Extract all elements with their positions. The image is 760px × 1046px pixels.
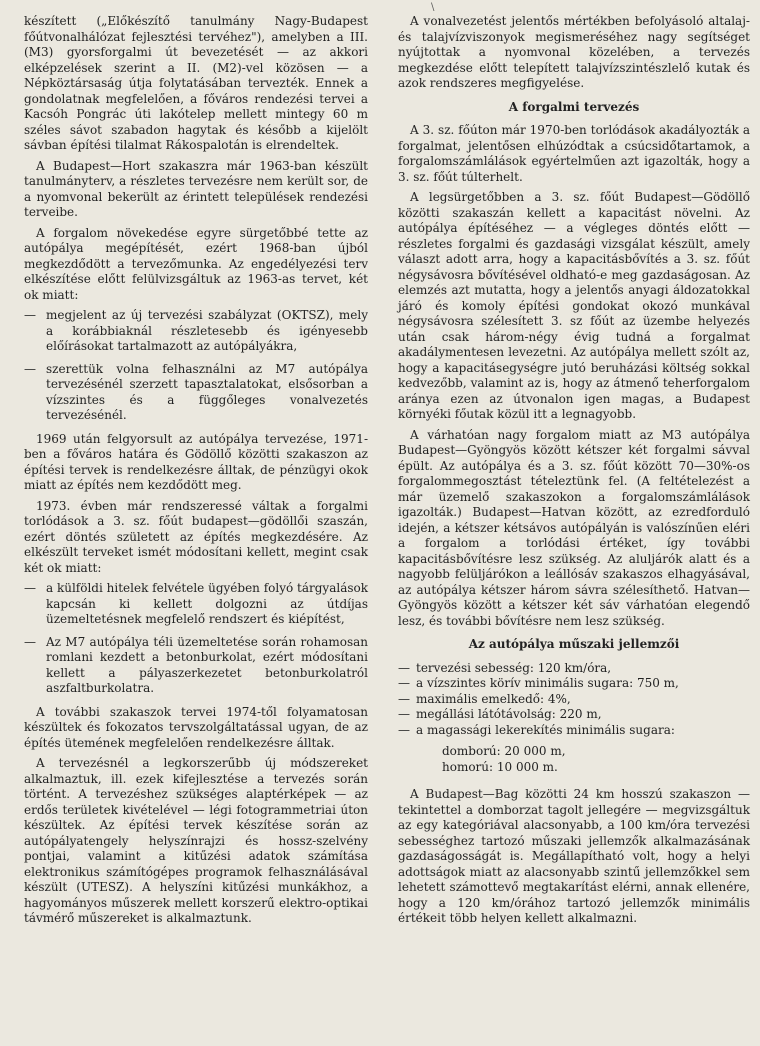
specs-list [398,661,750,739]
spec-item: — maximális emelkedő: 4%, [398,692,750,708]
list-item: — megjelent az új tervezési szabályzat (OKTSZ), mely a korábbiaknál részletesebb és igényesebb előírásokat tartalmazott az autópályákra, [24,308,368,355]
paragraph: A legsürgetőbben a 3. sz. főút Budapest—Gödöllő közötti szakaszán kellett a kapacitást növelni. Az autópálya építéséhez — a végleges döntés előtt — részletes forgalmi és gazdasági vizsgálat készült, amely választ adott arra, hogy a kapacitásbővítés a 3. sz. főút négysávosra bővítésével oldható-e meg gazdaságosan. Az elemzés azt mutatta, hogy a jelentős anyagi áldozatokkal járó és komoly építési gondokat okozó munkával négysávosra szélesített 3. sz főút az üzembe helyezés után csak három-négy évig tudná a forgalmat akadálymentesen levezetni. Az autópálya mellett szólt az, hogy a kapacitásegységre jutó beruházási költség sokkal kedvezőbb, valamint az is, hogy az átmenő teherforgalom aránya ezen az útvonalon igen magas, a Budapest környéki főutak közül itt a legnagyobb. [398,190,750,421]
section-heading-traffic: A forgalmi tervezés [508,99,640,114]
paragraph: A 3. sz. főúton már 1970-ben torlódások akadályozták a forgalmat, jelentősen elhúzódtak a csúcsidőtartamok, a forgalomszámlálások egyértelműen azt igazolták, hogy a 3. sz. főút túlterhelt. [398,123,750,184]
spec-sub-item: homorú: 10 000 m. [442,759,558,774]
paragraph: A Budapest—Hort szakaszra már 1963-ban készült tanulmányterv, a részletes tervezésre nem került sor, de a nyomvonal bekerült az érintett települések rendezési terveibe. [24,158,368,219]
list-item: — Az M7 autópálya téli üzemeltetése során rohamosan romlani kezdett a betonburkolat, ezért módosítani kellett a pályaszerkezetet betonburkolatról aszfaltburkolatra. [24,635,368,697]
paragraph: 1973. évben már rendszeressé váltak a forgalmi torlódások a 3. sz. főút budapest—gödöllői szaszán, ezért döntés született az építés megkezdésére. Az elkészült terveket ismét módosítani kellett, megint csak két ok miatt: [24,498,368,575]
paragraph: A vonalvezetést jelentős mértékben befolyásoló altalaj- és talajvízviszonyok megismeréséhez nagy segítséget nyújtottak a nyomvonal közelében, a tervezés megkezdése előtt telepített talajvízszintészlelő kutak és azok rendszeres megfigyelése. [398,14,750,90]
list-item: — a külföldi hitelek felvétele ügyében folyó tárgyalások kapcsán ki kellett dolgozni az útdíjas üzemeltetésnek megfelelő rendszert és kiépítést, [24,581,368,628]
spec-item: — tervezési sebesség: 120 km/óra, [398,661,750,677]
paragraph: A várhatóan nagy forgalom miatt az M3 autópálya Budapest—Gyöngyös között kétszer két forgalmi sávval épült. Az autópálya és a 3. sz. főút között 70—30%-os forgalommegosztást tételeztünk fel. (A feltételezést a már üzemelő szakaszokon a forgalomszámlálások igazolták.) Budapest—Hatvan között, az ezredforduló idején, a kétszer kétsávos autópályán is valószínűen eléri a forgalom a torlódási értéket, így további kapacitásbővítésre lesz szükség. Az aluljárók alatt és a nagyobb felüljárókon a leállósáv szakaszos elhagyásával, az autópálya kétszer három sávra szélesíthető. Hatvan—Gyöngyös között a kétszer két sáv várhatóan elegendő lesz, és további bővítésre nem lesz szükség. [398,427,750,628]
paragraph: A tervezésnél a legkorszerűbb új módszereket alkalmaztuk, ill. ezek kifejlesztése a tervezés során történt. A tervezéshez szükséges alaptérképek — az erdős területek kivételével — légi fotogrammetriai úton készültek. Az építési tervek készítése során az autópályatengely helyszínrajzi és hossz-szelvény pontjai, valamint a kitűzési adatok számítása elektronikus számítógépes programok felhasználásával készült (UTESZ). A helyszíni kitűzési munkákhoz, a hagyományos műszerek mellett korszerű elektro-optikai távmérő műszereket is alkalmaztunk. [24,756,368,925]
stray-mark: \ [431,2,435,13]
spec-item: — megállási látótávolság: 220 m, [398,707,750,723]
section-heading-specs: Az autópálya műszaki jellemzői [468,637,680,651]
right-column [398,14,750,932]
paragraph: A Budapest—Bag közötti 24 km hosszú szakaszon — tekintettel a domborzat tagolt jellegére — megvizsgáltuk az egy kategóriával alacsonyabb, a 100 km/óra tervezési sebességhez tartozó műszaki jellemzők alkalmazásának gazdaságosságát is. Megállapítható volt, hogy a helyi adottságok miatt az alacsonyabb szintű jellemzőkkel sem lehetett számottevő megtakarítást elérni, annak ellenére, hogy a 120 km/órához tartozó jellemzők minimális értékeit több helyen kellett alkalmazni. [398,787,750,925]
paragraph: 1969 után felgyorsult az autópálya tervezése, 1971-ben a főváros határa és Gödöllő közötti szakaszon az építési tervek is rendelkezésre álltak, de pénzügyi okok miatt az építés nem kezdődött meg. [24,431,368,492]
paragraph: készített („Előkészítő tanulmány Nagy-Budapest főútvonalhálózat fejlesztési tervéhez"), amelyben a III. (M3) gyorsforgalmi út bevezetését — az akkori elképzelések szerint a II. (M2)-vel közösen — a Népköztársaság útja folytatásában tervezték. Ennek a gondolatnak megfelelően, a főváros rendezési tervei a Kacsóh Pongrác úti lakótelep mellett mintegy 60 m széles sávot szabadon hagytak és később a kijelölt sávban építési tilalmat Rákospalotán is elrendeltek. [24,14,368,152]
spec-item: — a magassági lekerekítés minimális sugara: [398,723,750,739]
reasons-list-1 [24,308,368,424]
paragraph: A forgalom növekedése egyre sürgetőbbé tette az autópálya megépítését, ezért 1968-ban újból megkezdődött a tervezőmunka. Az engedélyezési terv elkészítése előtt felülvizsgáltuk az 1963-as tervet, két ok miatt: [24,225,368,302]
spec-sub-item: domború: 20 000 m, [442,744,566,758]
reasons-list-2 [24,581,368,697]
spec-item: — a vízszintes körív minimális sugara: 750 m, [398,676,750,692]
paragraph: A további szakaszok tervei 1974-től folyamatosan készültek és fokozatos tervszolgáltatással ugyan, de az építés ütemének megfelelően rendelkezésre álltak. [24,704,368,750]
list-item: — szerettük volna felhasználni az M7 autópálya tervezésénél szerzett tapasztalatokat, elsősorban a vízszintes és a függőleges vonalvezetés tervezésénél. [24,362,368,424]
left-column [24,14,368,932]
